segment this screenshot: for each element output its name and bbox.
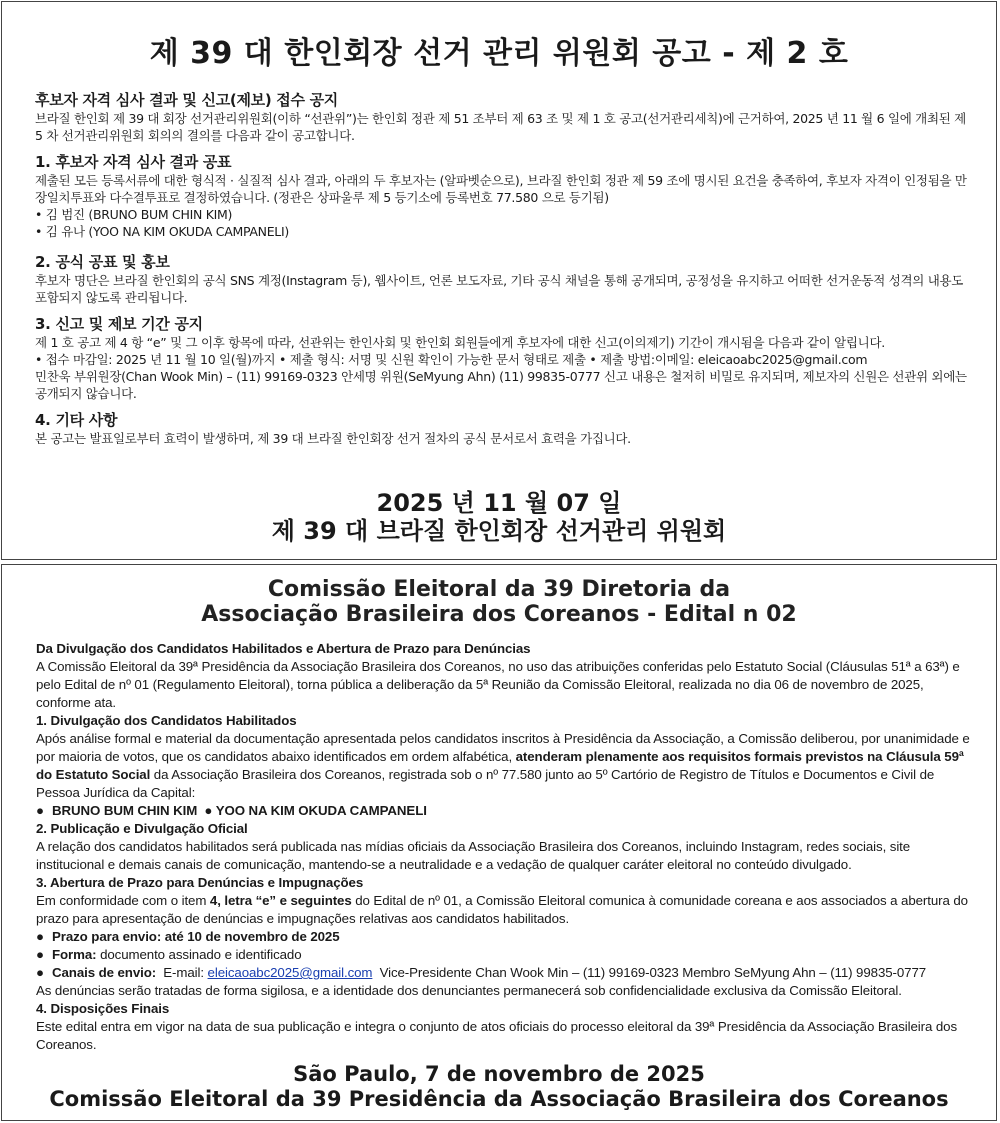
pt-section4-heading: 4. Disposições Finais xyxy=(36,1001,170,1016)
pt-section1-text xyxy=(36,730,976,802)
pt-item-form-value: documento assinado e identificado xyxy=(96,947,302,962)
pt-intro-heading: Da Divulgação dos Candidatos Habilitados e Abertura de Prazo para Denúncias xyxy=(36,641,531,656)
pt-item-channels xyxy=(36,964,976,982)
pt-section1-text-a: Após análise formal e material da documentação apresentada pelos candidatos inscritos à Presidência da Associação, a Comissão deliberou, por unanimidade e por maioria de votos, que os candidatos abaixo identificados em ordem alfabética, xyxy=(36,731,970,764)
pt-section3-text-b: do Edital de nº 01, a Comissão Eleitoral comunica à comunidade coreana e aos associados a abertura do prazo para apresentação de denúncias e impugnações relativas aos candidatos habilitados. xyxy=(36,893,968,926)
pt-candidates xyxy=(36,802,976,820)
pt-section3-text-a: Em conformidade com o item xyxy=(36,893,210,908)
pt-title-line-2: Associação Brasileira dos Coreanos - Edital n 02 xyxy=(201,602,797,627)
pt-item-deadline-value: : até 10 de novembro de 2025 xyxy=(156,929,340,944)
pt-section4-text: Este edital entra em vigor na data de sua publicação e integra o conjunto de atos oficiais do processo eleitoral da 39ª Presidência da Associação Brasileira dos Coreanos. xyxy=(36,1019,958,1052)
pt-item-channels-label: Canais de envio: xyxy=(52,965,157,980)
korean-notice-panel xyxy=(1,1,997,560)
pt-title xyxy=(2,577,996,627)
pt-section3-text-bold: 4, letra “e” e seguintes xyxy=(209,893,352,908)
pt-footer xyxy=(2,1062,996,1112)
kr-intro-heading: 후보자 자격 심사 결과 및 신고(제보) 접수 공지 xyxy=(35,91,338,109)
bullet-icon: ● xyxy=(197,803,216,818)
pt-section1-heading: 1. Divulgação dos Candidatos Habilitados xyxy=(36,713,297,728)
kr-candidate-1: • 김 범진 (BRUNO BUM CHIN KIM) xyxy=(35,207,233,222)
kr-body xyxy=(35,90,971,447)
bullet-icon: ● xyxy=(36,965,44,980)
pt-section2-heading: 2. Publicação e Divulgação Oficial xyxy=(36,821,248,836)
kr-section2-text: 후보자 명단은 브라질 한인회의 공식 SNS 계정(Instagram 등), 웹사이트, 언론 보도자료, 기타 공식 채널을 통해 공개되며, 공정성을 유지하고 어떠한 선거운동적 성격의 내용도 포함되지 않도록 관리됩니다. xyxy=(35,273,964,305)
pt-section1-text-bold: atenderam plenamente aos requisitos formais previstos na Cláusula 59ª do Estatuto Social xyxy=(36,749,964,782)
bullet-icon: ● xyxy=(36,803,44,818)
pt-section3-heading: 3. Abertura de Prazo para Denúncias e Impugnações xyxy=(36,875,364,890)
pt-candidate-1: BRUNO BUM CHIN KIM xyxy=(52,803,198,818)
kr-section3-text-3: 민찬욱 부위원장(Chan Wook Min) – (11) 99169-0323 안세명 위원(SeMyung Ahn) (11) 99835-0777 신고 내용은 철저히 비밀로 유지되며, 제보자의 신원은 선관위 외에는 공개되지 않습니다. xyxy=(35,369,967,401)
pt-item-channels-suffix: Vice-Presidente Chan Wook Min – (11) 99169-0323 Membro SeMyung Ahn – (11) 99835-0777 xyxy=(372,965,927,980)
kr-section3-text-1: 제 1 호 공고 제 4 항 “e” 및 그 이후 항목에 따라, 선관위는 한인사회 및 한인회 회원들에게 후보자에 대한 신고(이의제기) 기간이 개시됨을 다음과 같이 알립니다. xyxy=(35,335,885,350)
pt-candidate-2: YOO NA KIM OKUDA CAMPANELI xyxy=(215,803,427,818)
kr-candidate-2: • 김 유나 (YOO NA KIM OKUDA CAMPANELI) xyxy=(35,224,289,239)
kr-section1-heading: 1. 후보자 자격 심사 결과 공표 xyxy=(35,153,232,171)
pt-item-form xyxy=(36,946,976,964)
pt-body xyxy=(36,640,976,1054)
pt-item-deadline-label: Prazo para envio xyxy=(52,929,157,944)
kr-footer-date: 2025 년 11 월 07 일 xyxy=(376,489,622,517)
pt-footer-date: São Paulo, 7 de novembro de 2025 xyxy=(293,1062,705,1086)
bullet-icon: ● xyxy=(36,929,44,944)
pt-item-deadline xyxy=(36,928,976,946)
pt-item-channels-prefix: E-mail: xyxy=(156,965,208,980)
kr-intro-text: 브라질 한인회 제 39 대 회장 선거관리위원회(이하 “선관위”)는 한인회 정관 제 51 조부터 제 63 조 및 제 1 호 공고(선거관리세칙)에 근거하여, 2025 년 11 월 6 일에 개최된 제 5 차 선거관리위원회 회의의 결의를 다음과 같이 공고합니다. xyxy=(35,111,966,143)
kr-section2-heading: 2. 공식 공표 및 홍보 xyxy=(35,253,170,271)
pt-title-line-1: Comissão Eleitoral da 39 Diretoria da xyxy=(267,577,731,602)
kr-title: 제 39 대 한인회장 선거 관리 위원회 공고 - 제 2 호 xyxy=(149,36,849,71)
kr-section1-text: 제출된 모든 등록서류에 대한 형식적 · 실질적 심사 결과, 아래의 두 후보자는 (알파벳순으로), 브라질 한인회 정관 제 59 조에 명시된 요건을 충족하여, 후보자 자격이 인정됨을 만장일치투표와 다수결투표로 결정하였습니다. (정관은 상파울루 제 5 등기소에 등록번호 77.580 으로 등기됨) xyxy=(35,173,967,205)
pt-email-link[interactable]: eleicaoabc2025@gmail.com xyxy=(207,965,373,980)
bullet-icon: ● xyxy=(36,947,44,962)
portuguese-notice-panel xyxy=(1,564,997,1121)
pt-footer-org: Comissão Eleitoral da 39 Presidência da Associação Brasileira dos Coreanos xyxy=(49,1087,949,1111)
kr-section3-text-2: • 접수 마감일: 2025 년 11 월 10 일(월)까지 • 제출 형식: 서명 및 신원 확인이 가능한 문서 형태로 제출 • 제출 방법:이메일: eleicaoabc2025@gmail.com xyxy=(35,352,868,367)
kr-section4-text: 본 공고는 발표일로부터 효력이 발생하며, 제 39 대 브라질 한인회장 선거 절차의 공식 문서로서 효력을 가집니다. xyxy=(35,431,631,446)
pt-section3-text xyxy=(36,892,976,928)
pt-intro-text: A Comissão Eleitoral da 39ª Presidência da Associação Brasileira dos Coreanos, no uso das atribuições conferidas pelo Estatuto Social (Cláusulas 51ª a 63ª) e pelo Edital de nº 01 (Regulamento Eleitoral), torna pública a deliberação da 5ª Reunião da Comissão Eleitoral, realizada no dia 06 de novembro de 2025, conforme ata. xyxy=(36,659,960,710)
pt-section3-text-c: As denúncias serão tratadas de forma sigilosa, e a identidade dos denunciantes permanecerá sob confidencialidade exclusiva da Comissão Eleitoral. xyxy=(36,983,902,998)
pt-item-form-label: Forma: xyxy=(52,947,97,962)
kr-section3-heading: 3. 신고 및 제보 기간 공지 xyxy=(35,315,203,333)
kr-section4-heading: 4. 기타 사항 xyxy=(35,411,118,429)
pt-section1-text-b: da Associação Brasileira dos Coreanos, registrada sob o nº 77.580 junto ao 5º Cartório de Registro de Títulos e Documentos e Civil de Pessoa Jurídica da Capital: xyxy=(36,767,935,800)
pt-section2-text: A relação dos candidatos habilitados será publicada nas mídias oficiais da Associação Brasileira dos Coreanos, incluindo Instagram, redes sociais, site institucional e demais canais de comunicação, mantendo-se a neutralidade e a vedação de qualquer caráter eleitoral no conteúdo divulgado. xyxy=(36,839,911,872)
kr-footer xyxy=(2,489,996,545)
kr-footer-org: 제 39 대 브라질 한인회장 선거관리 위원회 xyxy=(271,517,727,545)
